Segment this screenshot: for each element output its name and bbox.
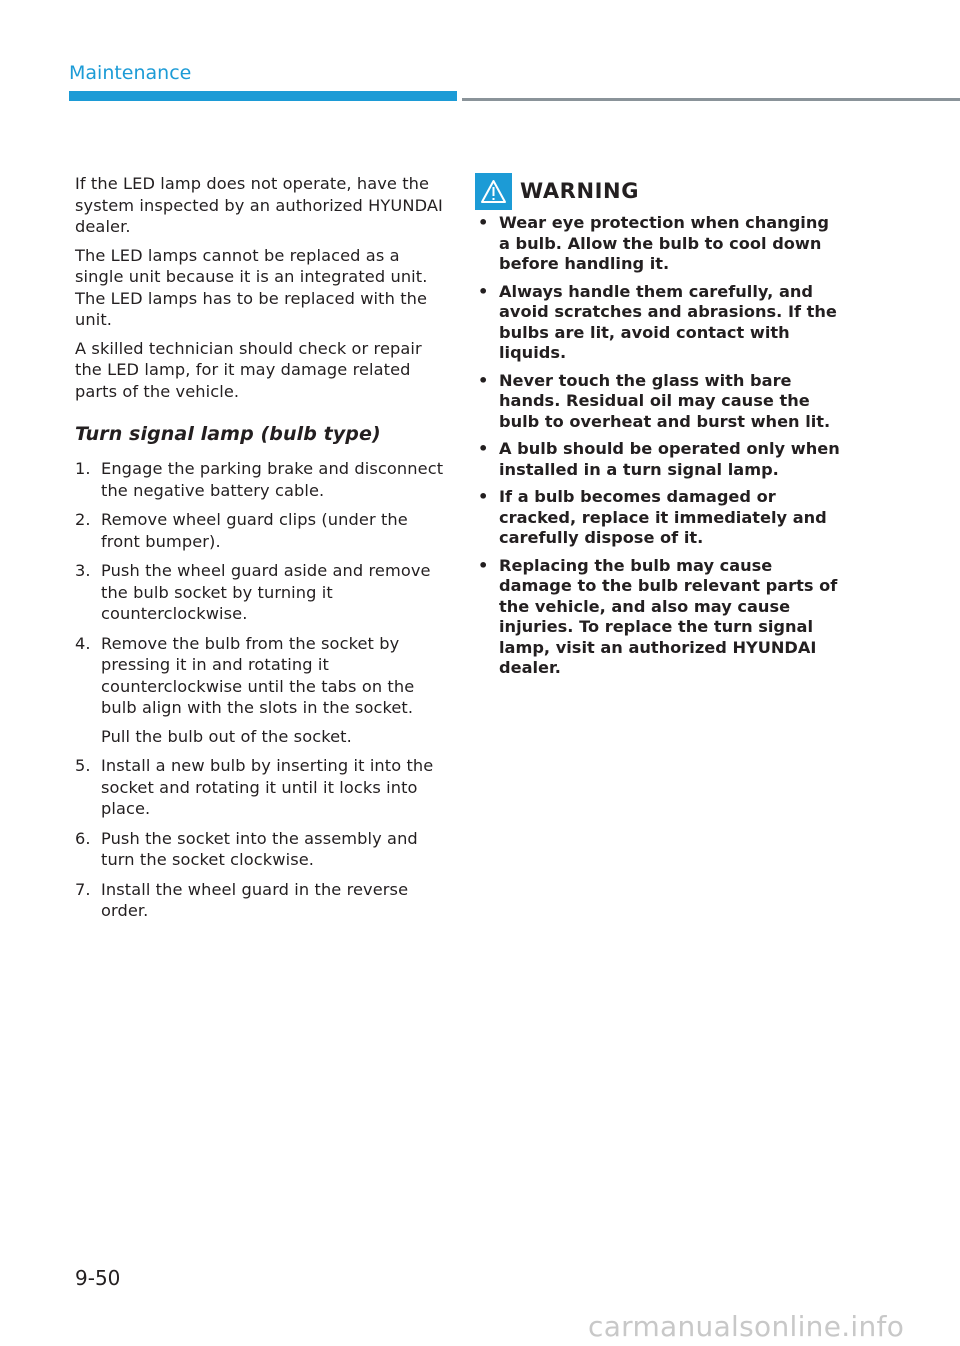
step-text: Push the wheel guard aside and remove the bulb socket by turning it counterclockwise. [101, 561, 431, 623]
warning-text: Always handle them carefully, and avoid scratches and abrasions. If the bulbs are lit, avoid contact with liquids. [499, 281, 837, 362]
bullet: • [478, 555, 489, 575]
bullet: • [478, 281, 489, 301]
bullet: • [478, 487, 489, 506]
step-text: Engage the parking brake and disconnect the negative battery cable. [101, 459, 444, 500]
step-text: Install a new bulb by inserting it into the socket and rotating it until it locks into place. [101, 756, 434, 818]
step-item [75, 879, 445, 922]
header-rule [462, 98, 960, 101]
warning-item [475, 282, 845, 364]
bullet: • [478, 370, 489, 390]
warning-item [475, 556, 845, 679]
warning-text: Never touch the glass with bare hands. Residual oil may cause the bulb to overheat and burst when lit. [499, 370, 831, 431]
bullet: • [478, 439, 489, 458]
step-number: 4. [75, 633, 91, 653]
warning-label: WARNING [520, 179, 640, 203]
step-text: Remove wheel guard clips (under the front bumper). [101, 510, 408, 551]
section-heading: Turn signal lamp (bulb type) [75, 423, 381, 445]
step-number: 3. [75, 561, 91, 580]
warning-item [475, 439, 845, 480]
bullet: • [478, 213, 489, 232]
step-item [75, 560, 445, 625]
warning-triangle-icon [475, 173, 512, 210]
step-item [75, 633, 445, 748]
procedure-steps [75, 458, 445, 922]
step-number: 2. [75, 510, 91, 529]
section-title: Maintenance [69, 62, 192, 84]
step-number: 1. [75, 459, 91, 478]
warning-item [475, 371, 845, 433]
step-number: 6. [75, 828, 91, 848]
warning-text: Wear eye protection when changing a bulb. Allow the bulb to cool down before handling it. [499, 213, 829, 273]
warning-header [475, 173, 845, 211]
step-subtext: Pull the bulb out of the socket. [101, 726, 352, 746]
left-column [75, 173, 445, 930]
intro-paragraph-2: The LED lamps cannot be replaced as a single unit because it is an integrated unit. The LED lamps has to be replaced with the unit. [75, 245, 428, 329]
step-text: Remove the bulb from the socket by pressing it in and rotating it counterclockwise until the tabs on the bulb align with the slots in the socket. [101, 633, 415, 717]
warning-item [475, 487, 845, 549]
step-text: Push the socket into the assembly and turn the socket clockwise. [101, 828, 418, 869]
intro-paragraph-1: If the LED lamp does not operate, have the system inspected by an authorized HYUNDAI dealer. [75, 174, 443, 236]
step-item [75, 828, 445, 871]
warning-item [475, 213, 845, 275]
warning-list [475, 213, 845, 679]
step-number: 5. [75, 756, 91, 775]
warning-text: A bulb should be operated only when installed in a turn signal lamp. [499, 439, 840, 479]
step-item [75, 755, 445, 820]
step-text: Install the wheel guard in the reverse order. [101, 879, 409, 920]
warning-text: Replacing the bulb may cause damage to the bulb relevant parts of the vehicle, and also may cause injuries. To replace the turn signal lamp, visit an authorized HYUNDAI dealer. [499, 555, 838, 677]
warning-box [475, 173, 845, 686]
intro-paragraph-3: A skilled technician should check or repair the LED lamp, for it may damage related parts of the vehicle. [75, 338, 422, 401]
page-number: 9-50 [75, 1266, 121, 1290]
step-item [75, 509, 445, 552]
warning-text: If a bulb becomes damaged or cracked, replace it immediately and carefully dispose of it. [499, 487, 827, 547]
watermark-text[interactable]: carmanualsonline.info [588, 1310, 905, 1343]
step-item [75, 458, 445, 501]
header-accent-bar [69, 91, 457, 101]
step-number: 7. [75, 879, 91, 899]
